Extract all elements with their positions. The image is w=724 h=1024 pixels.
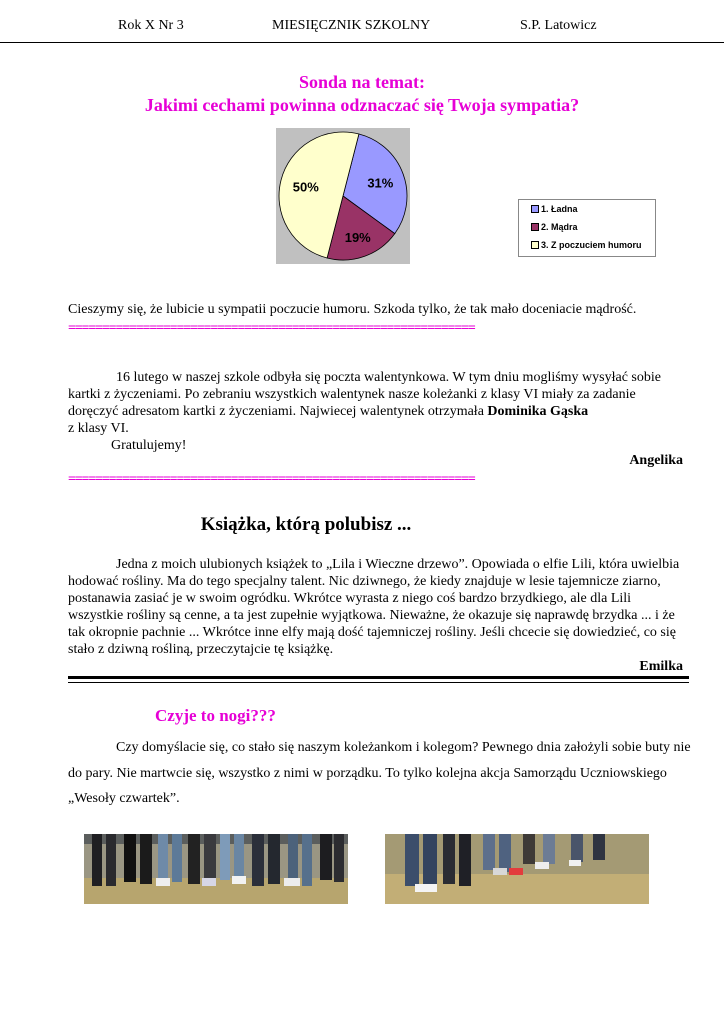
pie-data-label-3: 50%	[292, 179, 319, 195]
author-emilka: Emilka	[639, 659, 683, 674]
legend-label: 2. Mądra	[541, 222, 578, 232]
photo-left-image	[84, 834, 348, 904]
photo-right-image	[385, 834, 649, 904]
author-angelika: Angelika	[629, 453, 683, 468]
congrats: Gratulujemy!	[111, 438, 187, 453]
legend-item	[531, 222, 578, 232]
legend-swatch	[531, 241, 539, 249]
school-name: S.P. Latowicz	[520, 18, 597, 33]
header-rule	[0, 42, 724, 43]
newspaper-title: MIESIĘCZNIK SZKOLNY	[272, 18, 431, 33]
legs-photo-left	[84, 834, 348, 904]
pie-chart	[276, 128, 410, 264]
valentine-paragraph	[68, 369, 683, 437]
winner-name: Dominika Gąska	[487, 404, 589, 419]
pie-data-label-2: 19%	[344, 229, 371, 245]
section-rule-thin	[68, 682, 689, 683]
legend-item	[531, 204, 578, 214]
separator-line: ============================================================	[68, 321, 475, 336]
valentine-text: 16 lutego w naszej szkole odbyła się poczta walentynkowa. W tym dniu mogliśmy wysyłać sobie kartki z życzeniami. Po zebraniu wszystkich walentynek nasze koleżanki z klasy VI miały za zadanie doręczyć adresatom kartki z życzeniami. Najwiecej walentynek otrzymała	[68, 370, 661, 419]
book-review: Jedna z moich ulubionych książek to „Lila i Wieczne drzewo”. Opowiada o elfie Lili, która uwielbia hodować rośliny. Ma do tego specjalny talent. Nic dziwnego, że kiedy znajduje w lesie tajemnicze ziarno, postanawia zasiać je w swoim ogródku. Wkrótce wyrasta z niego coś bardzo brzydkiego, ale dla Lili wszystkie rośliny są cenne, a ta jest zupełnie wyjątkowa. Nieważne, że okazuje się naprawdę brzydka ... i że tak okropnie pachnie ... Wkrótce inne elfy mają dość tajemniczej rośliny. Jeśli chcecie się dowiedzieć, co się stało z dziwną rośliną, przeczytajcie tę książkę.	[68, 557, 680, 657]
issue-number: Rok X Nr 3	[118, 18, 184, 33]
legs-photo-right	[385, 834, 649, 904]
poll-title-line2: Jakimi cechami powinna odznaczać się Twoja sympatia?	[144, 95, 580, 115]
legs-text: Czy domyślacie się, co stało się naszym koleżankom i kolegom? Pewnego dnia założyli sobie buty nie do pary. Nie martwcie się, wszystko z nimi w porządku. To tylko kolejna akcja Samorządu Uczniowskiego „Wesoły czwartek”.	[68, 740, 691, 806]
legend-swatch	[531, 205, 539, 213]
poll-title-line1: Sonda na temat:	[298, 72, 425, 92]
legend-swatch	[531, 223, 539, 231]
legend-label: 1. Ładna	[541, 204, 578, 214]
pie-data-label-1: 31%	[367, 175, 394, 191]
poll-comment: Cieszymy się, że lubicie u sympatii poczucie humoru. Szkoda tylko, że tak mało doceniacie mądrość.	[68, 302, 637, 317]
book-title: Książka, którą polubisz ...	[200, 514, 412, 535]
valentine-article	[68, 369, 683, 454]
valentine-text-end: z klasy VI.	[68, 421, 129, 436]
section-rule-thick	[68, 676, 689, 679]
legend-label: 3. Z poczuciem humoru	[541, 240, 642, 250]
legend-item	[531, 240, 642, 250]
separator-line: ============================================================	[68, 472, 475, 487]
chart-legend	[518, 199, 656, 257]
legs-title: Czyje to nogi???	[155, 706, 276, 725]
